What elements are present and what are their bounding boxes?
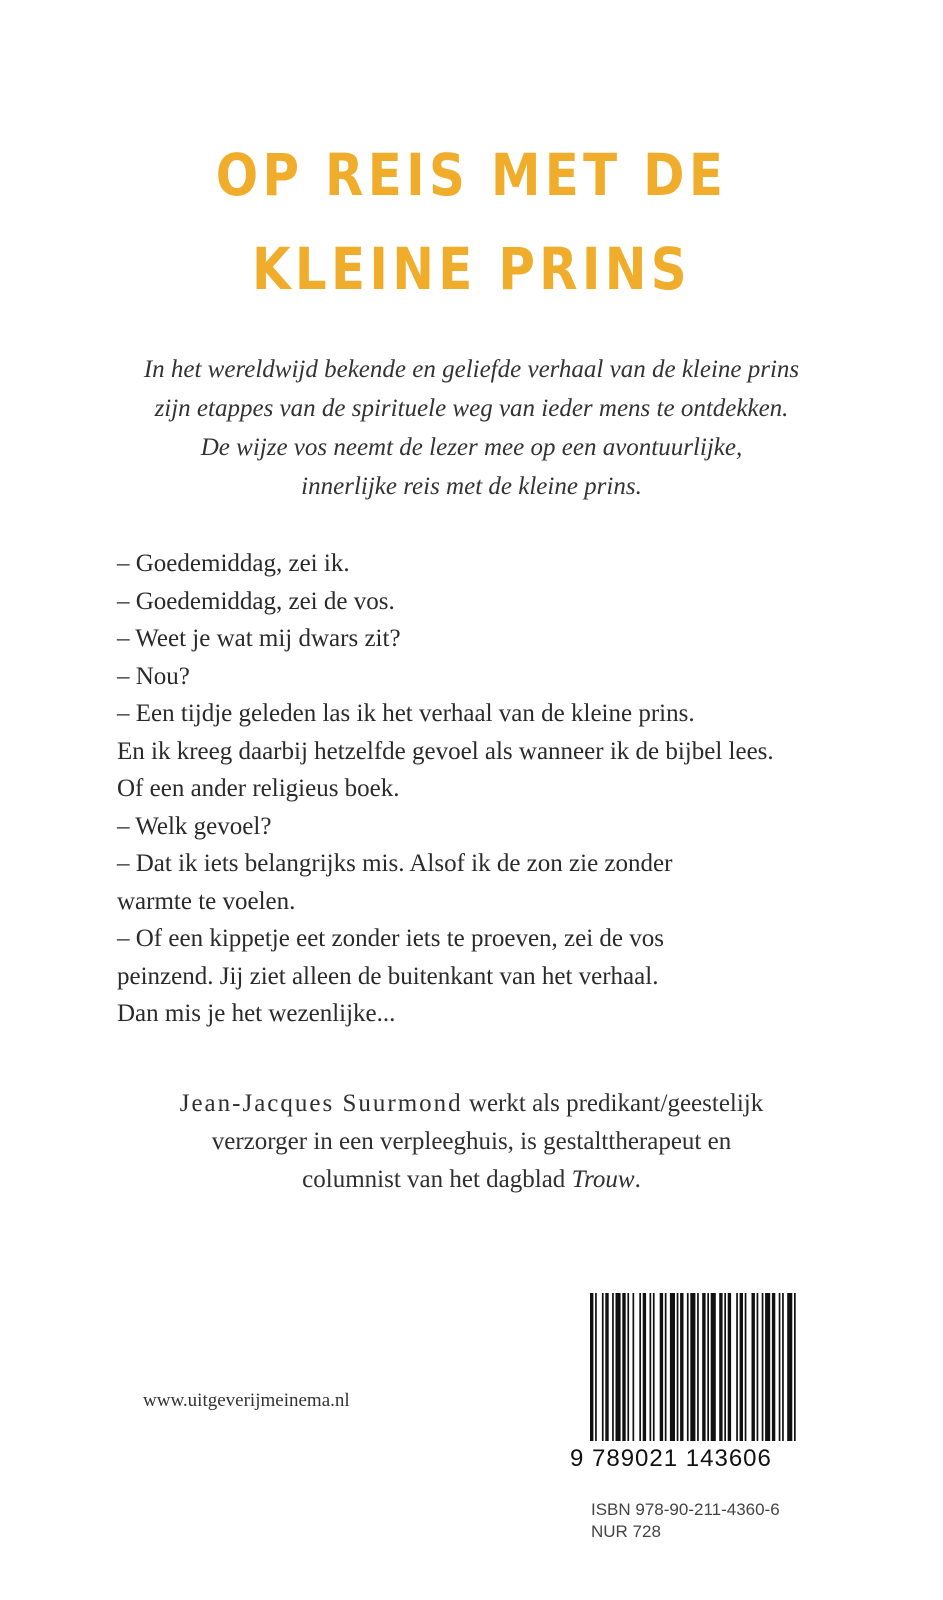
dialogue-line: warmte te voelen.: [117, 887, 296, 915]
barcode-bar: [697, 1293, 699, 1441]
barcode-bar: [702, 1293, 705, 1441]
blurb: [100, 350, 843, 506]
isbn-block: [591, 1499, 780, 1543]
barcode-bar: [660, 1293, 663, 1441]
dialogue-excerpt: [117, 545, 837, 1033]
blurb-line: zijn etappes van de spirituele weg van ieder mens te ontdekken.: [154, 395, 789, 422]
dialogue-line: – Of een kippetje eet zonder iets te proeven, zei de vos: [117, 925, 664, 952]
dialogue-line: Dan mis je het wezenlijke...: [117, 1000, 396, 1027]
barcode-digits: 9 789021 143606: [570, 1445, 772, 1472]
barcode-bar: [590, 1293, 593, 1441]
author-name: Jean-Jacques Suurmond: [179, 1090, 463, 1117]
book-title: [66, 128, 877, 316]
barcode-bar: [752, 1293, 755, 1441]
barcode-bar: [779, 1293, 781, 1441]
barcode-bar: [736, 1293, 738, 1441]
barcode-bar: [794, 1293, 796, 1441]
barcode-bar: [595, 1293, 597, 1441]
barcode-bar: [711, 1293, 716, 1441]
barcode-bar: [643, 1293, 646, 1441]
book-title-line-2: KLEINE PRINS: [251, 235, 692, 303]
barcode-bar: [627, 1293, 629, 1441]
dialogue-line: peinzend. Jij ziet alleen de buitenkant van het verhaal.: [117, 962, 659, 990]
blurb-line: De wijze vos neemt de lezer mee op een avontuurlijke,: [200, 434, 743, 461]
dialogue-line: – Goedemiddag, zei de vos.: [117, 587, 395, 615]
author-bio-punct: .: [634, 1166, 641, 1193]
dialogue-line: – Weet je wat mij dwars zit?: [117, 625, 401, 652]
barcode-bar: [653, 1293, 655, 1441]
dialogue-line: Of een ander religieus boek.: [117, 775, 400, 802]
dialogue-line: – Een tijdje geleden las ik het verhaal van de kleine prins.: [117, 700, 695, 727]
barcode-bar: [639, 1293, 641, 1441]
blurb-line: In het wereldwijd bekende en geliefde verhaal van de kleine prins: [143, 356, 800, 383]
nur-code: NUR 728: [591, 1522, 661, 1541]
dialogue-line: – Dat ik iets belangrijks mis. Alsof ik de zon zie zonder: [117, 850, 673, 877]
dialogue-line: En ik kreeg daarbij hetzelfde gevoel als wanneer ik de bijbel lees.: [117, 737, 774, 765]
barcode-bar: [757, 1293, 759, 1441]
barcode-bar: [762, 1293, 764, 1441]
barcode-bar: [728, 1293, 731, 1441]
publisher-website[interactable]: www.uitgeverijmeinema.nl: [143, 1390, 350, 1411]
book-title-line-1: OP REIS MET DE: [215, 141, 728, 209]
barcode-bar: [765, 1293, 770, 1441]
blurb-line: innerlijke reis met de kleine prins.: [301, 473, 642, 500]
newspaper-name: Trouw: [571, 1166, 635, 1193]
barcode-bar: [665, 1293, 667, 1441]
dialogue-line: – Nou?: [117, 662, 190, 690]
barcode-bar: [622, 1293, 625, 1441]
barcode-bar: [745, 1293, 747, 1441]
barcode-bar: [690, 1293, 695, 1441]
barcode-bar: [687, 1293, 689, 1441]
barcode-bar: [670, 1293, 675, 1441]
barcode-bar: [707, 1293, 709, 1441]
isbn-number: ISBN 978-90-211-4360-6: [591, 1500, 780, 1519]
barcode-bars: [580, 1283, 805, 1443]
dialogue-line: – Goedemiddag, zei ik.: [117, 550, 350, 577]
author-bio: [0, 1085, 943, 1199]
barcode-bar: [740, 1293, 743, 1441]
author-bio-line-2: verzorger in een verpleeghuis, is gestalttherapeut en: [211, 1128, 732, 1155]
barcode-bar: [633, 1293, 635, 1441]
barcode-bar: [650, 1293, 652, 1441]
barcode-bar: [680, 1293, 683, 1441]
barcode-bar: [719, 1293, 722, 1441]
barcode-bar: [612, 1293, 614, 1441]
barcode-bar: [616, 1293, 621, 1441]
author-bio-text: columnist van het dagblad: [302, 1166, 572, 1193]
author-bio-text: werkt als predikant/geestelijk: [462, 1090, 764, 1117]
dialogue-line: – Welk gevoel?: [117, 812, 272, 840]
barcode-bar: [772, 1293, 775, 1441]
barcode-bar: [605, 1293, 608, 1441]
barcode-bar: [602, 1293, 604, 1441]
author-bio-line-1: [0, 1085, 943, 1123]
barcode-bar: [782, 1293, 784, 1441]
barcode-bar: [787, 1293, 792, 1441]
barcode-bar: [724, 1293, 726, 1441]
barcode-bar: [677, 1293, 679, 1441]
author-bio-line-3: [0, 1161, 943, 1199]
